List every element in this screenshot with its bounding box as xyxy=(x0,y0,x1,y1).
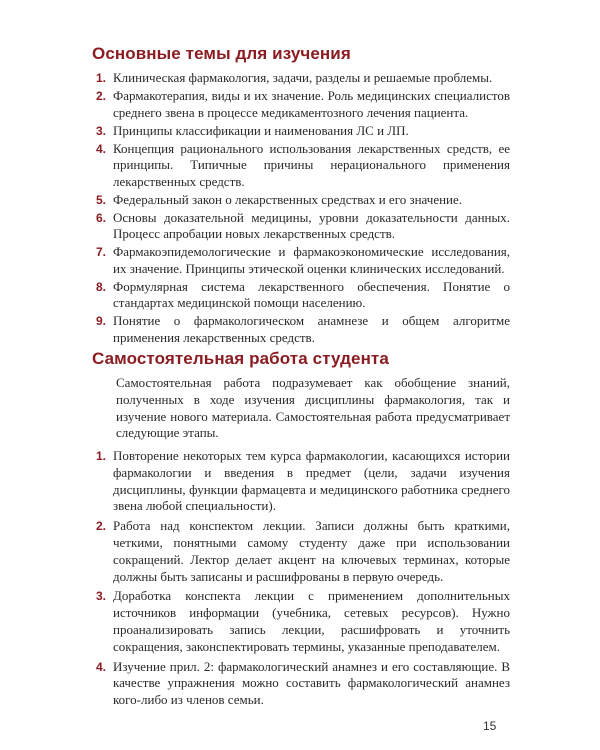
main-topics-list xyxy=(96,70,510,348)
list-item xyxy=(96,88,510,121)
item-text: Изучение прил. 2: фармакологический анамнез и его составляющие. В качестве упражнения можно составить фармакологический анамнез кого-либо из членов семьи. xyxy=(113,658,510,708)
item-text: Фармакоэпидемологические и фармакоэкономические исследования, их значение. Принципы этической оценки клинических исследований. xyxy=(113,244,510,276)
item-number: 4. xyxy=(96,141,107,156)
list-item xyxy=(96,210,510,243)
item-number: 2. xyxy=(96,519,107,534)
list-item xyxy=(96,518,510,585)
list-item xyxy=(96,192,510,209)
item-text: Понятие о фармакологическом анамнезе и общем алгоритме применения лекарственных средств. xyxy=(113,313,510,346)
item-text: Фармакотерапия, виды и их значение. Роль медицинских специалистов среднего звена в процессе медикаментозного лечения пациента. xyxy=(113,87,510,120)
item-text: Повторение некоторых тем курса фармакологии, касающихся истории фармакологии и введения в предмет (цели, задачи изучения дисциплины, функции фармацевта и медицинского работника среднего звена любой специальности). xyxy=(113,448,510,514)
item-number: 7. xyxy=(96,245,107,260)
item-number: 6. xyxy=(96,210,107,225)
self-study-intro: Самостоятельная работа подразумевает как обобщение знаний, полученных в ходе изучения дисциплины фармакология, так и изучение нового материала. Самостоятельная работа предусматривает следующие этапы. xyxy=(116,375,510,441)
item-number: 9. xyxy=(96,314,107,329)
item-number: 5. xyxy=(96,192,107,207)
page-number: 15 xyxy=(483,719,497,733)
item-text: Концепция рационального использования лекарственных средств, ее принципы. Типичные причины нерационального применения лекарственных средств. xyxy=(113,140,510,189)
list-item xyxy=(96,588,510,655)
item-number: 4. xyxy=(96,659,107,674)
item-number: 2. xyxy=(96,88,107,103)
item-text: Формулярная система лекарственного обеспечения. Понятие о стандартах медицинской помощи населению. xyxy=(113,278,510,311)
self-study-steps-list xyxy=(96,448,510,712)
item-text: Доработка конспекта лекции с применением дополнительных источников информации (учебника, сетевых ресурсов). Нужно проанализировать запись лекции, расшифровать и уточнить сокращения, законспектировать термины, указанные преподавателем. xyxy=(113,588,510,654)
item-number: 3. xyxy=(96,123,107,138)
list-item xyxy=(96,244,510,277)
item-text: Федеральный закон о лекарственных средствах и его значение. xyxy=(113,191,463,207)
item-number: 1. xyxy=(96,71,107,85)
section-heading-self-study: Самостоятельная работа студента xyxy=(92,349,389,368)
item-number: 1. xyxy=(96,449,107,463)
list-item xyxy=(96,141,510,191)
list-item xyxy=(96,70,510,87)
item-number: 3. xyxy=(96,589,107,604)
list-item xyxy=(96,448,510,515)
list-item xyxy=(96,279,510,312)
item-text: Основы доказательной медицины, уровни доказательности данных. Процесс апробации новых лекарственных средств. xyxy=(113,209,510,242)
item-text: Работа над конспектом лекции. Записи должны быть краткими, четкими, понятными самому студенту даже при использовании сокращений. Лектор делает акцент на ключевых терминах, которые должны быть записаны и расшифрованы в первую очередь. xyxy=(113,518,510,584)
list-item xyxy=(96,313,510,346)
item-number: 8. xyxy=(96,279,107,294)
list-item xyxy=(96,123,510,140)
list-item xyxy=(96,659,510,709)
item-text: Клиническая фармакология, задачи, разделы и решаемые проблемы. xyxy=(113,70,493,85)
item-text: Принципы классификации и наименования ЛС и ЛП. xyxy=(113,122,409,138)
section-heading-main-topics: Основные темы для изучения xyxy=(92,44,351,63)
